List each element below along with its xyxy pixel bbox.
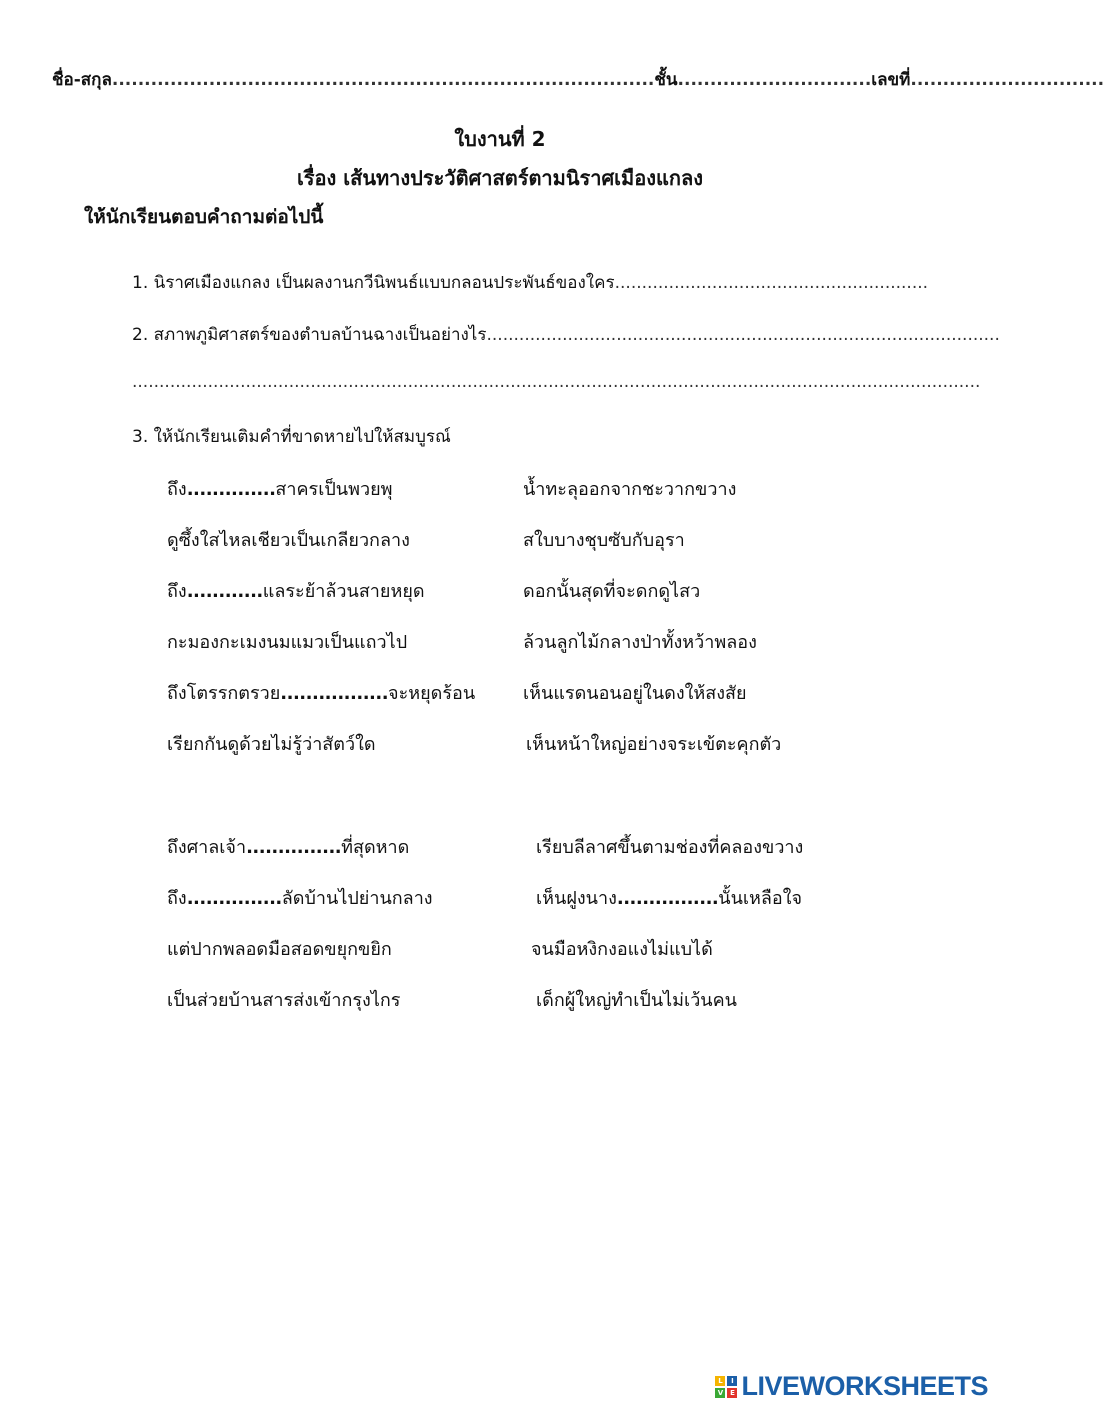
poem-blank-5[interactable]: ............... — [186, 888, 282, 909]
poem-line-10a: เป็นส่วยบ้านสารส่งเข้ากรุงไกร — [167, 990, 401, 1011]
poem-line-7b: เรียบลีลาศขึ้นตามช่องที่คลองขวาง — [536, 837, 804, 858]
class-field[interactable]: .............................. — [677, 70, 872, 90]
instruction: ให้นักเรียนตอบคำถามต่อไปนี้ — [84, 206, 324, 228]
poem-line-3a — [167, 576, 425, 605]
poem-text: ถึง — [167, 888, 187, 909]
poem-blank-1[interactable]: .............. — [186, 479, 276, 500]
poem-blank-6[interactable]: ................ — [616, 888, 719, 909]
poem-line-9b: จนมือหงิกงอแงไม่แบได้ — [531, 939, 713, 960]
poem-line-5a — [167, 678, 475, 707]
number-label: เลขที่ — [871, 70, 911, 90]
liveworksheets-logo — [715, 1371, 988, 1402]
poem-text: นั้นเหลือใจ — [718, 888, 803, 909]
poem-line-10b: เด็กผู้ใหญ่ทำเป็นไม่เว้นคน — [536, 990, 737, 1011]
poem-blank-4[interactable]: ............... — [246, 837, 342, 858]
name-field[interactable]: .................................................................................... — [111, 70, 655, 90]
poem-line-6b: เห็นหน้าใหญ่อย่างจระเข้ตะคุกตัว — [526, 734, 782, 755]
poem-line-9a: แต่ปากพลอดมือสอดขยุกขยิก — [167, 939, 392, 960]
poem-line-2b: สใบบางชุบซับกับอุรา — [523, 530, 685, 551]
poem-line-8a — [167, 883, 433, 912]
poem-text: ที่สุดหาด — [341, 837, 410, 858]
poem-line-4b: ล้วนลูกไม้กลางป่าทั้งหว้าพลอง — [523, 632, 757, 653]
logo-squares-icon — [715, 1376, 737, 1398]
poem-text: ถึงศาลเจ้า — [167, 837, 247, 858]
logo-text: LIVEWORKSHEETS — [741, 1371, 988, 1401]
poem-text: แลระย้าล้วนสายหยุด — [262, 581, 425, 602]
logo-square: I — [727, 1376, 737, 1386]
name-label: ชื่อ-สกุล — [52, 70, 112, 90]
logo-square: L — [715, 1376, 725, 1386]
poem-text: ถึง — [167, 581, 187, 602]
class-label: ชั้น — [654, 70, 678, 90]
poem-text: ลัดบ้านไปย่านกลาง — [281, 888, 433, 909]
poem-blank-3[interactable]: ................. — [280, 683, 389, 704]
question-1 — [132, 269, 928, 296]
poem-line-8b — [536, 883, 802, 912]
poem-text: ถึงโตรรกตรวย — [167, 683, 281, 704]
question-2-answer-line2[interactable]: ............................................................................................................................................................. — [132, 372, 981, 392]
poem-line-4a: กะมองกะเมงนมแมวเป็นแถวไป — [167, 632, 408, 653]
question-2 — [132, 321, 1000, 348]
poem-blank-2[interactable]: ............ — [186, 581, 263, 602]
poem-line-3b: ดอกนั้นสุดที่จะดกดูไสว — [523, 581, 701, 602]
poem-text: ถึง — [167, 479, 187, 500]
poem-line-2a: ดูซึ้งใสไหลเชียวเป็นเกลียวกลาง — [167, 530, 410, 551]
poem-line-5b: เห็นแรดนอนอยู่ในดงให้สงสัย — [523, 683, 747, 704]
question-1-text: 1. นิราศเมืองแกลง เป็นผลงานกวีนิพนธ์แบบกลอนประพันธ์ของใคร — [132, 273, 615, 293]
question-1-answer[interactable]: .......................................................... — [614, 273, 929, 293]
question-2-answer[interactable]: ............................................................................................... — [486, 325, 1000, 345]
poem-text: จะหยุดร้อน — [388, 683, 476, 704]
poem-line-6a: เรียกกันดูด้วยไม่รู้ว่าสัตว์ใด — [167, 734, 376, 755]
question-2-text: 2. สภาพภูมิศาสตร์ของตำบลบ้านฉางเป็นอย่างไร — [132, 325, 487, 345]
poem-line-1a — [167, 474, 393, 503]
worksheet-subject: เรื่อง เส้นทางประวัติศาสตร์ตามนิราศเมืองแกลง — [296, 166, 704, 190]
poem-line-7a — [167, 832, 409, 861]
number-field[interactable]: .............................. — [910, 70, 1104, 90]
poem-text: สาครเป็นพวยพุ — [275, 479, 393, 500]
logo-square: V — [715, 1388, 725, 1398]
student-info-line — [52, 66, 1104, 93]
logo-square: E — [727, 1388, 737, 1398]
poem-text: เห็นฝูงนาง — [536, 888, 617, 909]
poem-line-1b: น้ำทะลุออกจากชะวากขวาง — [523, 479, 737, 500]
question-3-text: 3. ให้นักเรียนเติมคำที่ขาดหายไปให้สมบูรณ์ — [132, 427, 451, 447]
worksheet-title: ใบงานที่ 2 — [454, 127, 546, 151]
